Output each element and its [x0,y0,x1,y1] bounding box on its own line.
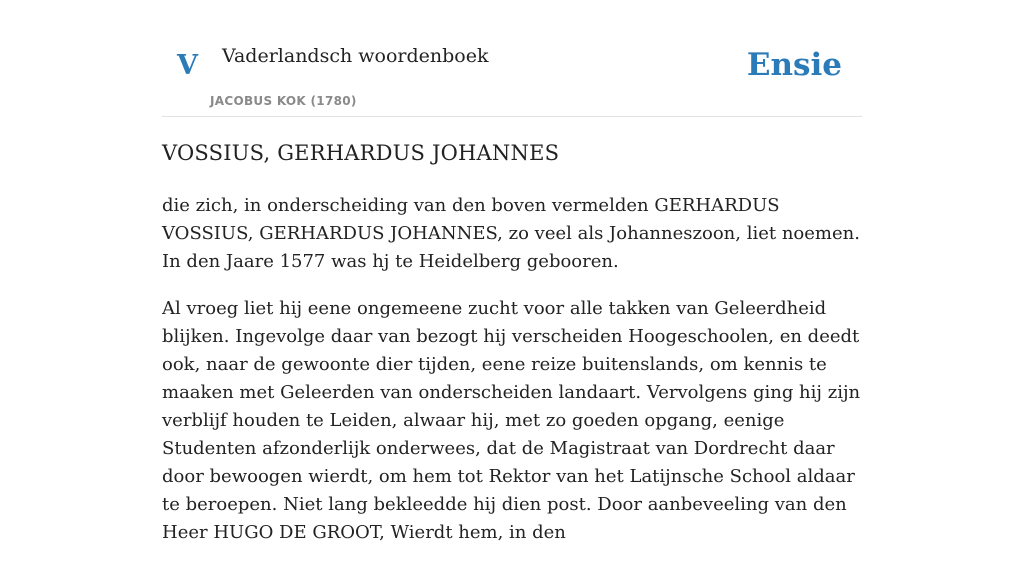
entry-body [162,192,872,566]
ensie-logo[interactable]: Ensie [746,47,842,83]
paragraph: die zich, in onderscheiding van den boven vermelden GERHARDUS VOSSIUS, GERHARDUS JOHANNES, zo veel als Johanneszoon, liet noemen. In den Jaare 1577 was hj te Heidelberg gebooren. [162,195,860,272]
book-author: JACOBUS KOK (1780) [210,94,357,108]
book-letter-icon[interactable]: V [177,50,198,81]
paragraph: Al vroeg liet hij eene ongemeene zucht voor alle takken van Geleerdheid blijken. Ingevolge daar van bezogt hij verscheiden Hoogeschoolen, en deedt ook, naar de gewoonte dier tijden, eene reize buitenslands, om kennis te maaken met Geleerden van onderscheiden landaart. Vervolgens ging hij zijn verblijf houden te Leiden, alwaar hij, met zo goeden opgang, eenige Studenten afzonderlijk onderwees, dat de Magistraat van Dordrecht daar door bewoogen wierdt, om hem tot Rektor van het Latijnsche School aldaar te beroepen. Niet lang bekleedde hij dien post. Door aanbeveeling van den Heer HUGO DE GROOT, Wierdt hem, in den [162,298,861,543]
entry-title: VOSSIUS, GERHARDUS JOHANNES [162,141,560,165]
header [162,0,862,117]
book-title-link[interactable]: Vaderlandsch woordenboek [222,45,489,67]
